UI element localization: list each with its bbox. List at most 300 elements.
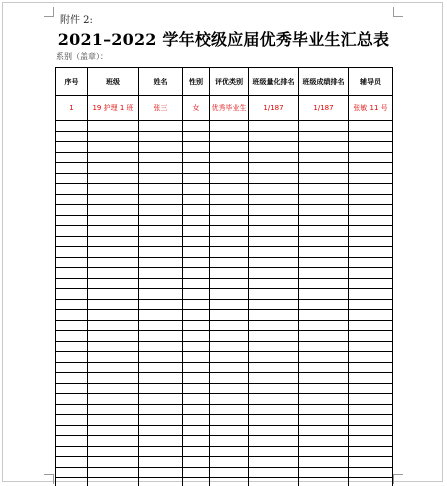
cell-class-quantified-rank[interactable] [249, 478, 299, 486]
cell-class-quantified-rank[interactable] [249, 331, 299, 342]
cell-class-grade-rank[interactable] [299, 257, 349, 268]
cell-index[interactable] [56, 478, 88, 486]
cell-gender[interactable] [183, 257, 210, 268]
cell-class[interactable] [88, 383, 139, 394]
cell-counselor[interactable] [349, 362, 393, 373]
cell-gender[interactable] [183, 467, 210, 478]
cell-name[interactable] [139, 215, 183, 226]
cell-gender[interactable] [183, 331, 210, 342]
cell-counselor[interactable] [349, 373, 393, 384]
cell-name[interactable] [139, 131, 183, 142]
cell-gender[interactable] [183, 341, 210, 352]
cell-class-quantified-rank[interactable] [249, 131, 299, 142]
cell-name[interactable] [139, 352, 183, 363]
cell-gender[interactable] [183, 352, 210, 363]
cell-class-quantified-rank[interactable] [249, 163, 299, 174]
summary-table [55, 67, 393, 486]
cell-name[interactable] [139, 163, 183, 174]
cell-gender[interactable] [183, 373, 210, 384]
cell-class-quantified-rank[interactable] [249, 383, 299, 394]
table-row [56, 373, 393, 384]
cell-class-quantified-rank[interactable] [249, 194, 299, 205]
cell-class-quantified-rank[interactable] [249, 415, 299, 426]
cell-class-quantified-rank[interactable] [249, 268, 299, 279]
cell-index[interactable] [56, 205, 88, 216]
cell-class-grade-rank[interactable] [299, 415, 349, 426]
table-row [56, 404, 393, 415]
cell-name[interactable] [139, 142, 183, 153]
cell-gender[interactable] [183, 415, 210, 426]
cell-counselor[interactable] [349, 341, 393, 352]
cell-class-grade-rank[interactable] [299, 289, 349, 300]
cell-index[interactable] [56, 268, 88, 279]
cell-index[interactable] [56, 331, 88, 342]
cell-index[interactable] [56, 352, 88, 363]
cell-award-type[interactable] [210, 121, 249, 132]
cell-class-quantified-rank[interactable] [249, 457, 299, 468]
table-row [56, 173, 393, 184]
cell-class[interactable]: 19 护理 1 班 [88, 96, 139, 121]
cell-index[interactable]: 1 [56, 96, 88, 121]
cell-index[interactable] [56, 404, 88, 415]
cell-index[interactable] [56, 163, 88, 174]
cell-award-type[interactable] [210, 257, 249, 268]
cell-award-type[interactable] [210, 205, 249, 216]
cell-name[interactable] [139, 467, 183, 478]
cell-name[interactable] [139, 257, 183, 268]
cell-gender[interactable] [183, 436, 210, 447]
cell-class-grade-rank[interactable] [299, 373, 349, 384]
table-row [56, 236, 393, 247]
cell-gender[interactable] [183, 278, 210, 289]
cell-gender[interactable] [183, 226, 210, 237]
cell-gender[interactable] [183, 131, 210, 142]
cell-award-type[interactable] [210, 184, 249, 195]
cell-class-quantified-rank[interactable] [249, 278, 299, 289]
cell-class-grade-rank[interactable] [299, 142, 349, 153]
cell-gender[interactable] [183, 425, 210, 436]
cell-class-quantified-rank[interactable] [249, 425, 299, 436]
cell-award-type[interactable] [210, 436, 249, 447]
cell-class[interactable] [88, 467, 139, 478]
cell-class[interactable] [88, 310, 139, 321]
cell-index[interactable] [56, 467, 88, 478]
cell-class[interactable] [88, 278, 139, 289]
cell-counselor[interactable] [349, 257, 393, 268]
cell-class-grade-rank[interactable] [299, 383, 349, 394]
cell-gender[interactable] [183, 299, 210, 310]
cell-class-quantified-rank[interactable] [249, 341, 299, 352]
cell-class-quantified-rank[interactable] [249, 320, 299, 331]
cell-gender[interactable] [183, 194, 210, 205]
cell-class-quantified-rank[interactable] [249, 184, 299, 195]
cell-class-grade-rank[interactable] [299, 278, 349, 289]
cell-index[interactable] [56, 215, 88, 226]
cell-name[interactable] [139, 415, 183, 426]
cell-class-quantified-rank[interactable] [249, 467, 299, 478]
cell-award-type[interactable] [210, 163, 249, 174]
cell-gender[interactable] [183, 236, 210, 247]
cell-award-type[interactable] [210, 383, 249, 394]
cell-class-grade-rank[interactable] [299, 152, 349, 163]
cell-class-quantified-rank[interactable] [249, 446, 299, 457]
cell-index[interactable] [56, 320, 88, 331]
cell-name[interactable] [139, 268, 183, 279]
cell-class[interactable] [88, 394, 139, 405]
cell-counselor[interactable] [349, 446, 393, 457]
cell-gender[interactable] [183, 215, 210, 226]
cell-class-quantified-rank[interactable] [249, 394, 299, 405]
cell-index[interactable] [56, 394, 88, 405]
cell-index[interactable] [56, 457, 88, 468]
cell-class-grade-rank[interactable] [299, 320, 349, 331]
cell-counselor[interactable] [349, 268, 393, 279]
cell-class[interactable] [88, 194, 139, 205]
cell-name[interactable] [139, 173, 183, 184]
cell-class-quantified-rank[interactable] [249, 121, 299, 132]
cell-class[interactable] [88, 320, 139, 331]
cell-class-grade-rank[interactable] [299, 362, 349, 373]
cell-award-type[interactable] [210, 478, 249, 486]
cell-counselor[interactable] [349, 394, 393, 405]
cell-index[interactable] [56, 341, 88, 352]
cell-name[interactable] [139, 226, 183, 237]
cell-award-type[interactable] [210, 131, 249, 142]
cell-counselor[interactable] [349, 236, 393, 247]
cell-class-grade-rank[interactable] [299, 310, 349, 321]
cell-index[interactable] [56, 278, 88, 289]
cell-counselor[interactable] [349, 142, 393, 153]
cell-class-grade-rank[interactable] [299, 247, 349, 258]
cell-class[interactable] [88, 404, 139, 415]
cell-counselor[interactable] [349, 215, 393, 226]
cell-gender[interactable] [183, 268, 210, 279]
cell-index[interactable] [56, 152, 88, 163]
cell-name[interactable] [139, 247, 183, 258]
cell-gender[interactable] [183, 446, 210, 457]
cell-class-grade-rank[interactable] [299, 173, 349, 184]
cell-class[interactable] [88, 173, 139, 184]
cell-gender[interactable] [183, 362, 210, 373]
cell-class-grade-rank[interactable] [299, 436, 349, 447]
cell-name[interactable] [139, 320, 183, 331]
cell-index[interactable] [56, 362, 88, 373]
cell-gender[interactable] [183, 310, 210, 321]
cell-counselor[interactable] [349, 457, 393, 468]
cell-gender[interactable] [183, 383, 210, 394]
cell-counselor[interactable] [349, 247, 393, 258]
cell-gender[interactable] [183, 394, 210, 405]
table-row [56, 247, 393, 258]
cell-counselor[interactable] [349, 121, 393, 132]
cell-counselor[interactable]: 张敏 11 号 [349, 96, 393, 121]
cell-award-type[interactable] [210, 142, 249, 153]
cell-award-type[interactable] [210, 236, 249, 247]
cell-class-grade-rank[interactable] [299, 478, 349, 486]
cell-name[interactable] [139, 436, 183, 447]
cell-award-type[interactable] [210, 404, 249, 415]
cell-index[interactable] [56, 173, 88, 184]
cell-counselor[interactable] [349, 436, 393, 447]
cell-class[interactable] [88, 121, 139, 132]
cell-class-grade-rank[interactable] [299, 446, 349, 457]
cell-name[interactable] [139, 310, 183, 321]
cell-index[interactable] [56, 131, 88, 142]
cell-class-quantified-rank[interactable] [249, 362, 299, 373]
cell-counselor[interactable] [349, 152, 393, 163]
cell-class-grade-rank[interactable] [299, 352, 349, 363]
cell-award-type[interactable] [210, 268, 249, 279]
cell-counselor[interactable] [349, 415, 393, 426]
cell-index[interactable] [56, 310, 88, 321]
cell-name[interactable] [139, 478, 183, 486]
cell-name[interactable] [139, 194, 183, 205]
cell-name[interactable] [139, 121, 183, 132]
cell-award-type[interactable]: 优秀毕业生 [210, 96, 249, 121]
cell-class[interactable] [88, 215, 139, 226]
cell-name[interactable] [139, 331, 183, 342]
cell-award-type[interactable] [210, 310, 249, 321]
cell-class-grade-rank[interactable] [299, 299, 349, 310]
cell-gender[interactable] [183, 320, 210, 331]
cell-class[interactable] [88, 205, 139, 216]
cell-class-quantified-rank[interactable] [249, 236, 299, 247]
cell-counselor[interactable] [349, 278, 393, 289]
cell-gender[interactable] [183, 404, 210, 415]
cell-counselor[interactable] [349, 299, 393, 310]
cell-gender[interactable] [183, 457, 210, 468]
cell-class-quantified-rank[interactable] [249, 373, 299, 384]
cell-class[interactable] [88, 373, 139, 384]
cell-index[interactable] [56, 226, 88, 237]
cell-class[interactable] [88, 142, 139, 153]
cell-counselor[interactable] [349, 289, 393, 300]
cell-class[interactable] [88, 341, 139, 352]
cell-class-quantified-rank[interactable] [249, 257, 299, 268]
cell-index[interactable] [56, 415, 88, 426]
cell-award-type[interactable] [210, 320, 249, 331]
cell-gender[interactable] [183, 152, 210, 163]
table-row [56, 352, 393, 363]
cell-award-type[interactable] [210, 331, 249, 342]
cell-gender[interactable] [183, 184, 210, 195]
cell-award-type[interactable] [210, 215, 249, 226]
cell-class-quantified-rank[interactable] [249, 226, 299, 237]
cell-class-grade-rank[interactable] [299, 331, 349, 342]
cell-name[interactable] [139, 289, 183, 300]
cell-class-grade-rank[interactable] [299, 121, 349, 132]
cell-counselor[interactable] [349, 352, 393, 363]
cell-counselor[interactable] [349, 478, 393, 486]
cell-index[interactable] [56, 184, 88, 195]
cell-award-type[interactable] [210, 247, 249, 258]
cell-class[interactable] [88, 352, 139, 363]
cell-gender[interactable] [183, 121, 210, 132]
cell-class-grade-rank[interactable] [299, 457, 349, 468]
cell-class[interactable] [88, 184, 139, 195]
cell-gender[interactable] [183, 163, 210, 174]
cell-award-type[interactable] [210, 394, 249, 405]
cell-award-type[interactable] [210, 299, 249, 310]
cell-award-type[interactable] [210, 415, 249, 426]
cell-class[interactable] [88, 289, 139, 300]
cell-counselor[interactable] [349, 173, 393, 184]
cell-name[interactable] [139, 394, 183, 405]
cell-name[interactable] [139, 457, 183, 468]
cell-name[interactable]: 张三 [139, 96, 183, 121]
cell-gender[interactable] [183, 205, 210, 216]
header-index: 序号 [56, 68, 88, 96]
cell-name[interactable] [139, 446, 183, 457]
cell-class[interactable] [88, 226, 139, 237]
cell-award-type[interactable] [210, 289, 249, 300]
cell-class-quantified-rank[interactable] [249, 436, 299, 447]
cell-name[interactable] [139, 299, 183, 310]
cell-award-type[interactable] [210, 446, 249, 457]
cell-award-type[interactable] [210, 373, 249, 384]
cell-name[interactable] [139, 383, 183, 394]
cell-class-quantified-rank[interactable] [249, 215, 299, 226]
cell-award-type[interactable] [210, 226, 249, 237]
cell-name[interactable] [139, 341, 183, 352]
cell-gender[interactable] [183, 142, 210, 153]
cell-index[interactable] [56, 383, 88, 394]
cell-class-grade-rank[interactable] [299, 184, 349, 195]
cell-class[interactable] [88, 257, 139, 268]
cell-class[interactable] [88, 131, 139, 142]
cell-award-type[interactable] [210, 173, 249, 184]
cell-award-type[interactable] [210, 278, 249, 289]
cell-class-grade-rank[interactable] [299, 163, 349, 174]
cell-class-quantified-rank[interactable] [249, 404, 299, 415]
cell-counselor[interactable] [349, 331, 393, 342]
cell-class-quantified-rank[interactable] [249, 352, 299, 363]
cell-gender[interactable] [183, 478, 210, 486]
cell-class[interactable] [88, 247, 139, 258]
table-row [56, 415, 393, 426]
cell-counselor[interactable] [349, 205, 393, 216]
cell-name[interactable] [139, 205, 183, 216]
table-row [56, 257, 393, 268]
cell-counselor[interactable] [349, 184, 393, 195]
cell-class-quantified-rank[interactable] [249, 142, 299, 153]
cell-index[interactable] [56, 247, 88, 258]
cell-class-grade-rank[interactable] [299, 236, 349, 247]
cell-counselor[interactable] [349, 404, 393, 415]
cell-class-quantified-rank[interactable] [249, 289, 299, 300]
cell-index[interactable] [56, 236, 88, 247]
cell-counselor[interactable] [349, 320, 393, 331]
cell-index[interactable] [56, 142, 88, 153]
cell-gender[interactable] [183, 289, 210, 300]
cell-name[interactable] [139, 404, 183, 415]
cell-class[interactable] [88, 446, 139, 457]
cell-award-type[interactable] [210, 341, 249, 352]
cell-class-quantified-rank[interactable] [249, 310, 299, 321]
cell-class[interactable] [88, 436, 139, 447]
cell-class-grade-rank[interactable] [299, 404, 349, 415]
cell-counselor[interactable] [349, 131, 393, 142]
cell-class[interactable] [88, 268, 139, 279]
cell-name[interactable] [139, 425, 183, 436]
header-class-quantified-rank: 班级量化排名 [249, 68, 299, 96]
cell-index[interactable] [56, 289, 88, 300]
cell-class-grade-rank[interactable] [299, 341, 349, 352]
cell-class[interactable] [88, 152, 139, 163]
cell-counselor[interactable] [349, 226, 393, 237]
cell-index[interactable] [56, 446, 88, 457]
cell-counselor[interactable] [349, 383, 393, 394]
cell-gender[interactable]: 女 [183, 96, 210, 121]
cell-class-grade-rank[interactable] [299, 194, 349, 205]
cell-award-type[interactable] [210, 457, 249, 468]
cell-counselor[interactable] [349, 163, 393, 174]
cell-award-type[interactable] [210, 194, 249, 205]
cell-class[interactable] [88, 362, 139, 373]
cell-index[interactable] [56, 436, 88, 447]
cell-name[interactable] [139, 236, 183, 247]
cell-class-quantified-rank[interactable] [249, 299, 299, 310]
cell-class-quantified-rank[interactable]: 1/187 [249, 96, 299, 121]
cell-class[interactable] [88, 236, 139, 247]
cell-index[interactable] [56, 194, 88, 205]
cell-class-grade-rank[interactable] [299, 467, 349, 478]
table-row [56, 446, 393, 457]
cell-index[interactable] [56, 373, 88, 384]
cell-class-grade-rank[interactable] [299, 425, 349, 436]
cell-index[interactable] [56, 257, 88, 268]
cell-counselor[interactable] [349, 310, 393, 321]
cell-index[interactable] [56, 425, 88, 436]
cell-class-grade-rank[interactable] [299, 205, 349, 216]
cell-class-quantified-rank[interactable] [249, 152, 299, 163]
cell-award-type[interactable] [210, 425, 249, 436]
cell-class[interactable] [88, 457, 139, 468]
cell-class-grade-rank[interactable] [299, 394, 349, 405]
cell-class-grade-rank[interactable] [299, 226, 349, 237]
cell-class-grade-rank[interactable]: 1/187 [299, 96, 349, 121]
cell-class-quantified-rank[interactable] [249, 173, 299, 184]
cell-class-quantified-rank[interactable] [249, 205, 299, 216]
cell-counselor[interactable] [349, 425, 393, 436]
cell-class[interactable] [88, 331, 139, 342]
cell-index[interactable] [56, 121, 88, 132]
cell-class[interactable] [88, 299, 139, 310]
cell-gender[interactable] [183, 247, 210, 258]
cell-award-type[interactable] [210, 352, 249, 363]
cell-class-grade-rank[interactable] [299, 131, 349, 142]
cell-award-type[interactable] [210, 362, 249, 373]
cell-class-grade-rank[interactable] [299, 215, 349, 226]
cell-counselor[interactable] [349, 467, 393, 478]
cell-class[interactable] [88, 415, 139, 426]
cell-gender[interactable] [183, 173, 210, 184]
cell-name[interactable] [139, 278, 183, 289]
cell-class-grade-rank[interactable] [299, 268, 349, 279]
cell-name[interactable] [139, 184, 183, 195]
cell-class-quantified-rank[interactable] [249, 247, 299, 258]
cell-index[interactable] [56, 299, 88, 310]
cell-class[interactable] [88, 425, 139, 436]
cell-name[interactable] [139, 362, 183, 373]
cell-award-type[interactable] [210, 152, 249, 163]
cell-class[interactable] [88, 478, 139, 486]
cell-counselor[interactable] [349, 194, 393, 205]
cell-name[interactable] [139, 373, 183, 384]
cell-award-type[interactable] [210, 467, 249, 478]
cell-name[interactable] [139, 152, 183, 163]
cell-class[interactable] [88, 163, 139, 174]
